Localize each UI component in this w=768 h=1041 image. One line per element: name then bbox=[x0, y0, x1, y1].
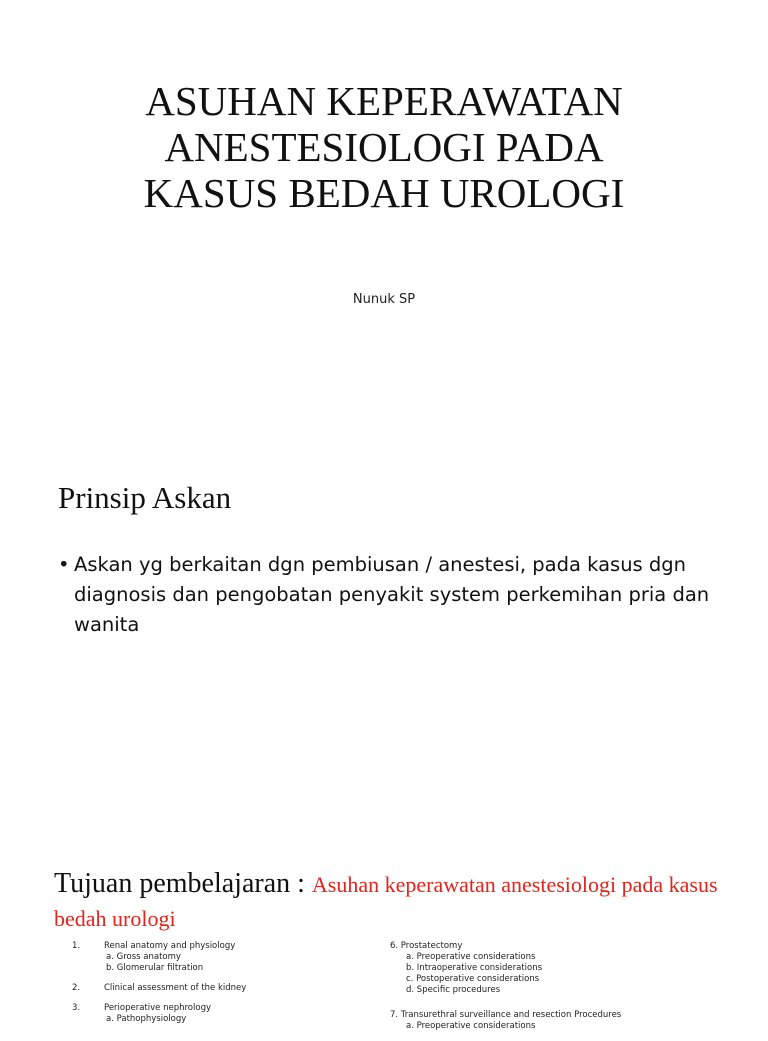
sub-item: c. Postoperative considerations bbox=[406, 974, 540, 984]
sub-item: b. Glomerular filtration bbox=[106, 963, 204, 973]
item-label: Renal anatomy and physiology bbox=[104, 941, 236, 951]
item-number: 2. bbox=[72, 983, 81, 993]
outline-item bbox=[72, 983, 372, 994]
outline-item bbox=[390, 941, 720, 996]
item-label: 7. Transurethral surveillance and resection Procedures bbox=[390, 1010, 622, 1020]
bullet-list bbox=[58, 550, 718, 640]
slide-heading bbox=[54, 868, 734, 937]
sub-item: a. Preoperative considerations bbox=[406, 952, 536, 962]
outline-right-column bbox=[390, 941, 720, 1041]
principle-slide bbox=[0, 432, 768, 864]
sub-item: a. Preoperative considerations bbox=[406, 1021, 536, 1031]
outline-item bbox=[72, 1003, 372, 1025]
sub-item: a. Pathophysiology bbox=[106, 1014, 187, 1024]
outline-left-column bbox=[72, 941, 372, 1034]
title-line: KASUS BEDAH UROLOGI bbox=[143, 170, 625, 216]
slide-heading: Prinsip Askan bbox=[58, 480, 232, 515]
item-label: Clinical assessment of the kidney bbox=[104, 983, 247, 993]
title-line: ANESTESIOLOGI PADA bbox=[164, 124, 604, 170]
bullet-text: Askan yg berkaitan dgn pembiusan / anestesi, pada kasus dgn diagnosis dan pengobatan penyakit system perkemihan pria dan wanita bbox=[74, 553, 710, 636]
presentation-title bbox=[0, 78, 768, 216]
author-subtitle: Nunuk SP bbox=[352, 292, 416, 307]
sub-item: b. Intraoperative considerations bbox=[406, 963, 543, 973]
item-label: 6. Prostatectomy bbox=[390, 941, 463, 951]
sub-item: d. Specific procedures bbox=[406, 985, 501, 995]
bullet-marker: • bbox=[58, 553, 70, 576]
title-line: ASUHAN KEPERAWATAN bbox=[145, 78, 623, 124]
outline-item bbox=[390, 1010, 720, 1032]
item-number: 3. bbox=[72, 1003, 81, 1013]
sub-item: a. Gross anatomy bbox=[106, 952, 181, 962]
outline-item bbox=[72, 941, 372, 974]
title-slide bbox=[0, 0, 768, 432]
item-number: 1. bbox=[72, 941, 81, 951]
objectives-slide bbox=[0, 864, 768, 1031]
heading-highlight: Asuhan keperawatan anestesiologi pada kasus bedah urologi bbox=[54, 872, 718, 931]
item-label: Perioperative nephrology bbox=[104, 1003, 211, 1013]
heading-prefix: Tujuan pembelajaran : bbox=[54, 868, 312, 899]
